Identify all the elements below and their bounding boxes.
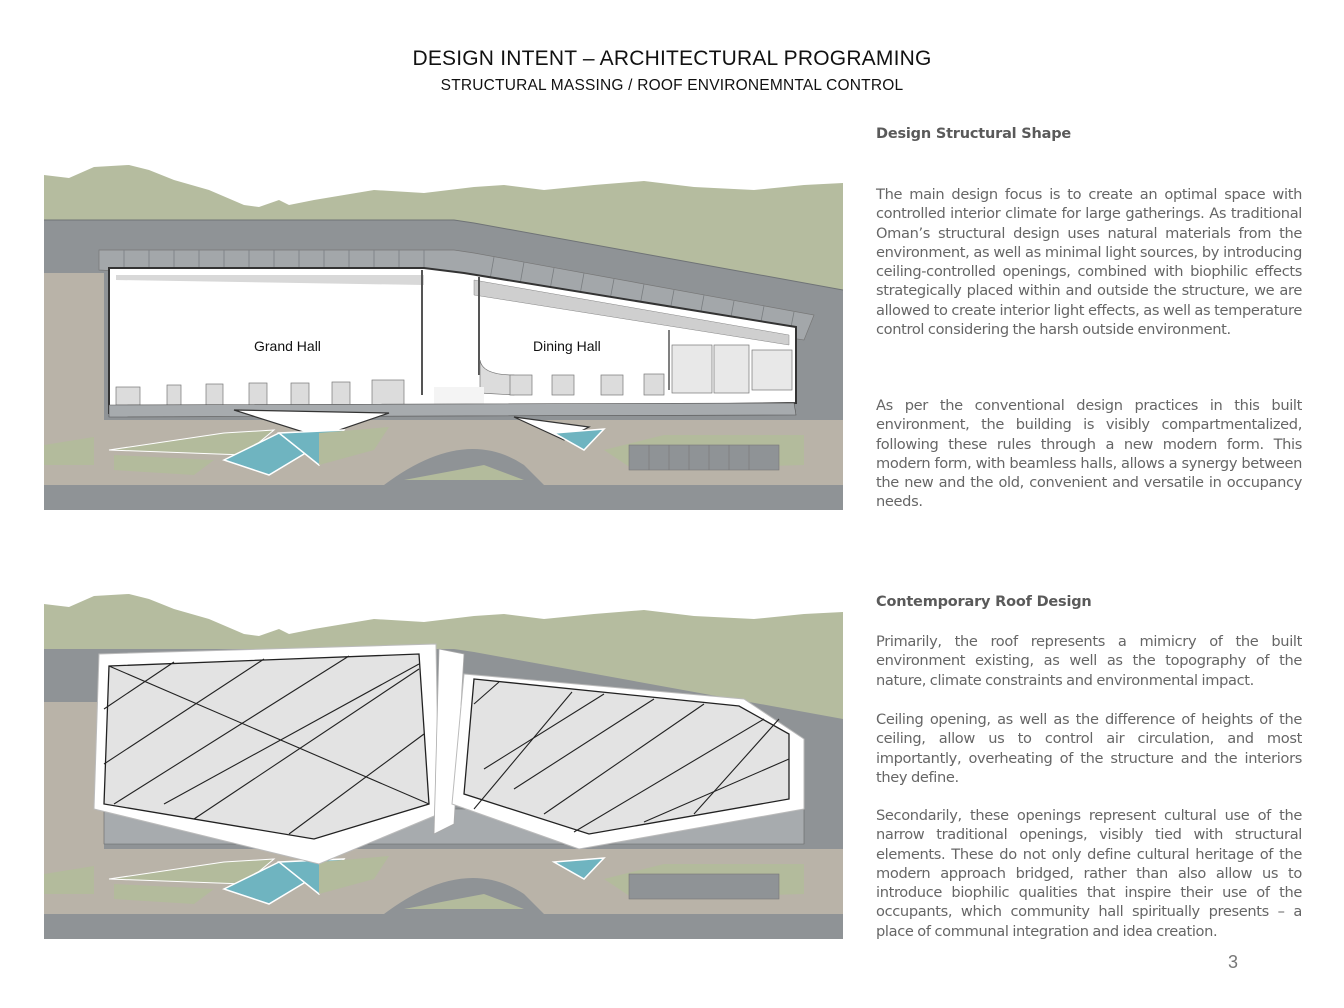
section-2-paragraph-1	[876, 632, 1302, 690]
section-design-structural-shape	[876, 126, 1302, 142]
paragraph: Ceiling opening, as well as the difference of heights of the ceiling, allow us to control air circulation, and most importantly, overheating of the structure and the interiors they define.	[876, 711, 1302, 786]
page-subtitle: STRUCTURAL MASSING / ROOF ENVIRONEMNTAL CONTROL	[440, 77, 904, 94]
section-1-paragraph-2	[876, 396, 1302, 512]
paragraph: Primarily, the roof represents a mimicry of the built environment existing, as well as the topography of the nature, climate constraints and environmental impact.	[876, 633, 1302, 689]
grand-hall-label: Grand Hall	[254, 338, 321, 354]
floor-plan-figure	[44, 165, 843, 510]
section-heading: Design Structural Shape	[876, 126, 1072, 142]
section-2-paragraph-2	[876, 710, 1302, 787]
section-1-paragraph-1	[876, 185, 1302, 339]
roof-plan-figure	[44, 594, 843, 939]
section-contemporary-roof-design	[876, 594, 1302, 610]
paragraph: Secondarily, these openings represent cultural use of the narrow traditional openings, visibly tied with structural elements. These do not only define cultural heritage of the modern approach bridged, rather than also allow us to introduce biophilic qualities that inspire their use of the occupants, which community hall spiritually presents – a place of communal integration and idea creation.	[876, 807, 1302, 940]
paragraph: As per the conventional design practices in this built environment, the building is visibly compartmentalized, following these rules through a new modern form. This modern form, with beamless halls, allows a synergy between the new and the old, convenient and versatile in occupancy needs.	[876, 397, 1302, 511]
section-2-paragraph-3	[876, 806, 1302, 941]
section-heading: Contemporary Roof Design	[876, 594, 1092, 610]
roof-plan-drawing	[44, 594, 843, 939]
page-number: 3	[1228, 952, 1239, 972]
paragraph: The main design focus is to create an optimal space with controlled interior climate for large gatherings. As traditional Oman’s structural design uses natural materials from the environment, as well as minimal light sources, by introducing ceiling-controlled openings, combined with biophilic effects strategically placed within and outside the structure, we are allowed to create interior light effects, as well as temperature control considering the harsh outside environment.	[876, 186, 1302, 339]
dining-hall-label: Dining Hall	[533, 338, 601, 354]
floor-plan-drawing	[44, 165, 843, 510]
page-title: DESIGN INTENT – ARCHITECTURAL PROGRAMING	[412, 47, 932, 70]
